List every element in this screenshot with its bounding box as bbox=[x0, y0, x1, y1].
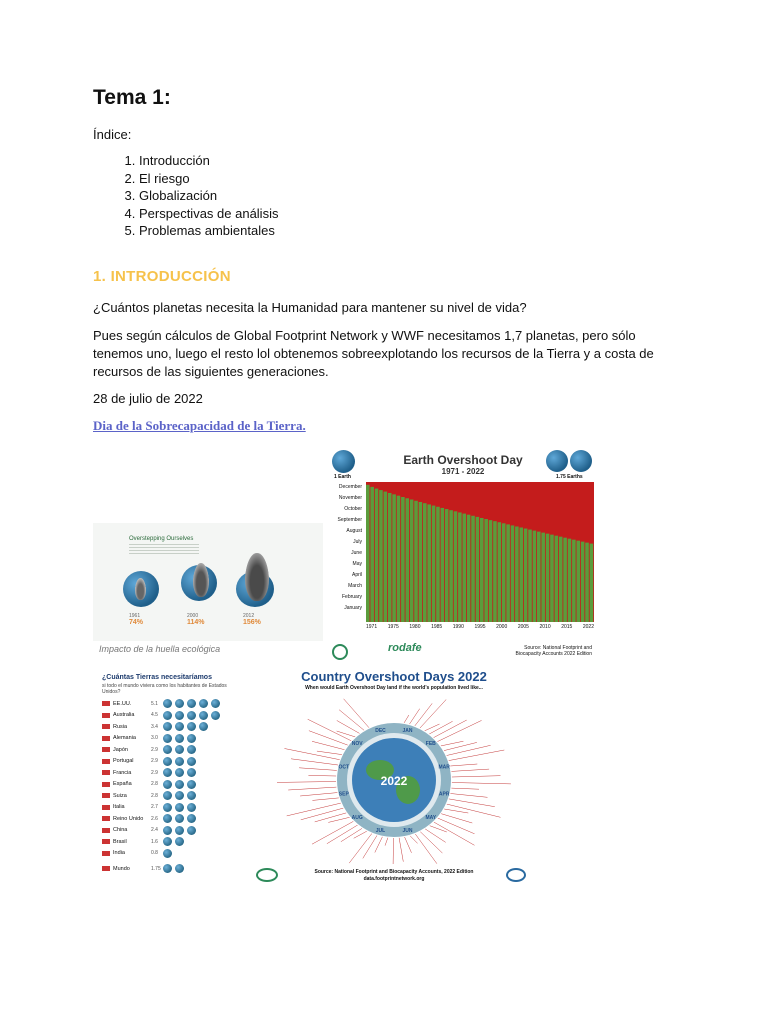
chart-subtitle: 1971 - 2022 bbox=[441, 467, 485, 476]
globe-icon bbox=[187, 791, 196, 800]
year-axis bbox=[366, 624, 594, 630]
leader-line bbox=[375, 837, 383, 853]
month-axis bbox=[330, 484, 362, 616]
country-value: 2.4 bbox=[151, 827, 158, 834]
globe-icon bbox=[175, 734, 184, 743]
globe-icon bbox=[175, 699, 184, 708]
index-list bbox=[103, 152, 278, 240]
logos bbox=[332, 642, 432, 658]
leader-line bbox=[451, 788, 479, 789]
flag-icon bbox=[102, 759, 110, 764]
month-label: August bbox=[346, 528, 362, 534]
leader-line bbox=[277, 782, 336, 783]
leader-line bbox=[301, 808, 344, 820]
leader-line bbox=[288, 787, 336, 790]
green-bar bbox=[511, 525, 515, 622]
green-bar bbox=[568, 539, 572, 622]
center-year: 2022 bbox=[380, 774, 408, 788]
green-bar bbox=[414, 501, 418, 622]
globe-icon bbox=[175, 791, 184, 800]
leader-line bbox=[415, 703, 432, 726]
country-name: Mundo bbox=[113, 865, 130, 872]
leader-line bbox=[312, 798, 338, 801]
leader-line bbox=[284, 749, 339, 760]
leader-line bbox=[449, 750, 505, 761]
flag-icon bbox=[102, 866, 110, 871]
green-bar bbox=[484, 519, 488, 622]
green-bar bbox=[458, 512, 462, 622]
country-row bbox=[102, 836, 242, 848]
year-label: 1990 bbox=[452, 624, 464, 630]
earth-overshoot-logo bbox=[332, 644, 348, 660]
month-label: AUG bbox=[351, 814, 363, 821]
month-label: APR bbox=[438, 791, 450, 798]
chart-title: Earth Overshoot Day bbox=[403, 453, 523, 467]
leader-line bbox=[312, 741, 345, 749]
countries-subtitle: si todo el mundo viviera como los habitantes de Estados Unidos? bbox=[102, 683, 227, 695]
leader-line bbox=[385, 838, 388, 846]
globe-icon bbox=[163, 791, 172, 800]
green-bar bbox=[388, 493, 392, 622]
green-bar bbox=[585, 543, 589, 622]
globe-icon bbox=[175, 757, 184, 766]
globe-icon bbox=[175, 803, 184, 812]
country-value: 5.1 bbox=[151, 700, 158, 707]
leader-line bbox=[452, 776, 501, 777]
month-label: May bbox=[352, 561, 362, 567]
green-bar bbox=[427, 504, 431, 622]
leader-line bbox=[337, 731, 356, 737]
month-label: June bbox=[351, 550, 362, 556]
leader-line bbox=[349, 834, 372, 864]
leader-line bbox=[393, 838, 394, 864]
flag-icon bbox=[102, 782, 110, 787]
earth-overshoot-logo bbox=[256, 868, 278, 882]
leader-line bbox=[339, 710, 364, 731]
index-item: 4. Perspectivas de análisis bbox=[139, 205, 278, 223]
country-value: 2.9 bbox=[151, 746, 158, 753]
leader-line bbox=[287, 803, 341, 816]
green-bar bbox=[441, 508, 445, 622]
countries-chart bbox=[93, 668, 245, 890]
country-rows bbox=[102, 698, 242, 875]
month-label: February bbox=[341, 594, 362, 600]
globe-icon bbox=[163, 837, 172, 846]
green-bar bbox=[462, 514, 466, 622]
month-label: October bbox=[344, 506, 362, 512]
country-row bbox=[102, 710, 242, 722]
leader-line bbox=[308, 775, 336, 776]
globe-icon bbox=[199, 722, 208, 731]
month-label: March bbox=[348, 583, 362, 589]
green-bar bbox=[546, 534, 550, 622]
year-label: 1980 bbox=[409, 624, 421, 630]
green-bar bbox=[524, 529, 528, 622]
month-label: December bbox=[338, 484, 362, 490]
month-label: JUL bbox=[375, 828, 386, 835]
green-bar bbox=[576, 541, 580, 622]
overshoot-chart bbox=[330, 450, 594, 662]
chart-source: Source: National Footprint and Biocapacity Accounts 2022 Edition bbox=[515, 645, 592, 657]
flag-icon bbox=[102, 724, 110, 729]
index-item: 2. El riesgo bbox=[139, 170, 278, 188]
leader-line bbox=[363, 836, 377, 859]
green-bar bbox=[498, 522, 502, 622]
month-label: JUN bbox=[402, 828, 413, 835]
country-value: 2.7 bbox=[151, 804, 158, 811]
month-label: OCT bbox=[338, 764, 350, 771]
overshoot-day-link[interactable]: Dia de la Sobrecapacidad de la Tierra. bbox=[93, 418, 306, 433]
country-value: 3.4 bbox=[151, 723, 158, 730]
green-bar bbox=[559, 537, 563, 622]
flag-icon bbox=[102, 747, 110, 752]
globe-icon bbox=[163, 849, 172, 858]
leader-line bbox=[429, 721, 452, 734]
globe-icon bbox=[163, 826, 172, 835]
green-bar bbox=[397, 496, 401, 622]
green-bar bbox=[572, 540, 576, 622]
green-bar bbox=[519, 528, 523, 623]
country-name: Portugal bbox=[113, 758, 134, 765]
index-label: Índice: bbox=[93, 127, 132, 142]
month-label: SEP bbox=[338, 791, 349, 798]
country-row bbox=[102, 790, 242, 802]
globe-icon bbox=[187, 814, 196, 823]
year-label: 1995 bbox=[474, 624, 486, 630]
partner-logo: rodafe bbox=[388, 642, 422, 654]
country-value: 2.8 bbox=[151, 792, 158, 799]
green-bar bbox=[436, 507, 440, 622]
footprint-icon bbox=[135, 578, 146, 600]
globe-icon bbox=[187, 711, 196, 720]
green-bar bbox=[555, 536, 559, 622]
footprint-pct: 114% bbox=[187, 619, 205, 626]
green-bar bbox=[480, 518, 484, 622]
country-row bbox=[102, 721, 242, 733]
days-footer-url: data.footprintnetwork.org bbox=[363, 876, 425, 882]
country-value: 1.6 bbox=[151, 838, 158, 845]
country-row bbox=[102, 848, 242, 860]
flag-icon bbox=[102, 713, 110, 718]
days-wheel bbox=[272, 694, 516, 864]
country-name: Japón bbox=[113, 746, 128, 753]
index-item: 3. Globalización bbox=[139, 187, 278, 205]
country-row bbox=[102, 802, 242, 814]
country-name: Suiza bbox=[113, 792, 127, 799]
country-row bbox=[102, 698, 242, 710]
year-label: 2000 bbox=[496, 624, 508, 630]
flag-icon bbox=[102, 793, 110, 798]
globe-icon bbox=[163, 757, 172, 766]
country-row bbox=[102, 825, 242, 837]
days-footer: Source: National Footprint and Biocapacity Accounts, 2022 Edition bbox=[314, 869, 474, 875]
flag-icon bbox=[102, 805, 110, 810]
country-row bbox=[102, 779, 242, 791]
leader-line bbox=[344, 699, 369, 728]
green-bar bbox=[410, 500, 414, 622]
green-bar bbox=[445, 509, 449, 622]
leader-line bbox=[300, 793, 337, 796]
country-name: Reino Unido bbox=[113, 815, 144, 822]
year-label: 2022 bbox=[582, 624, 594, 630]
footprint-pct: 156% bbox=[243, 619, 261, 626]
month-label: NOV bbox=[351, 741, 363, 748]
globe-icon bbox=[199, 699, 208, 708]
month-label: DEC bbox=[375, 727, 386, 734]
leader-line bbox=[450, 794, 487, 798]
globe-icon bbox=[175, 768, 184, 777]
leader-line bbox=[450, 764, 477, 766]
country-name: Brasil bbox=[113, 838, 127, 845]
year-label: 2005 bbox=[517, 624, 529, 630]
month-label: MAR bbox=[438, 764, 450, 771]
year-label: 1975 bbox=[387, 624, 399, 630]
leader-line bbox=[399, 838, 403, 862]
country-value: 0.8 bbox=[151, 850, 158, 857]
footprint-year: 2012 bbox=[243, 613, 255, 619]
green-bar bbox=[590, 544, 594, 622]
country-row bbox=[102, 863, 242, 875]
leader-line bbox=[315, 813, 347, 822]
green-bar bbox=[528, 530, 532, 622]
leader-line bbox=[441, 741, 464, 746]
globe-icon bbox=[175, 711, 184, 720]
globe-icon bbox=[570, 450, 592, 472]
year-label: 2015 bbox=[561, 624, 573, 630]
globe-icon bbox=[187, 734, 196, 743]
globe-icon bbox=[175, 814, 184, 823]
leader-line bbox=[451, 769, 489, 771]
leader-line bbox=[415, 834, 437, 864]
country-name: España bbox=[113, 781, 132, 788]
country-value: 2.9 bbox=[151, 758, 158, 765]
green-bar bbox=[432, 506, 436, 622]
globe-icon bbox=[163, 745, 172, 754]
green-bar bbox=[489, 520, 493, 622]
green-bar bbox=[493, 521, 497, 622]
flag-icon bbox=[102, 816, 110, 821]
country-name: Alemania bbox=[113, 735, 136, 742]
globe-icon bbox=[332, 450, 355, 473]
green-bar bbox=[392, 494, 396, 622]
country-value: 2.6 bbox=[151, 815, 158, 822]
green-bar bbox=[467, 515, 471, 622]
month-label: November bbox=[338, 495, 362, 501]
footprint-caption: Impacto de la huella ecológica bbox=[99, 644, 221, 654]
green-bar bbox=[515, 526, 519, 622]
globe-icon bbox=[163, 864, 172, 873]
globe-icon bbox=[163, 711, 172, 720]
footprint-pct: 74% bbox=[129, 619, 144, 626]
globe-icon bbox=[187, 768, 196, 777]
country-name: Francia bbox=[113, 769, 132, 776]
country-days-chart bbox=[252, 666, 536, 890]
country-name: EE.UU. bbox=[113, 700, 132, 707]
green-bar bbox=[375, 489, 379, 622]
green-bar bbox=[405, 498, 409, 622]
footprint-description bbox=[129, 544, 199, 554]
leader-line bbox=[430, 826, 447, 832]
globe-icon bbox=[187, 780, 196, 789]
leader-line bbox=[308, 719, 352, 741]
green-bar bbox=[533, 531, 537, 622]
year-label: 1971 bbox=[366, 624, 378, 630]
green-bar bbox=[384, 492, 388, 622]
leader-line bbox=[434, 822, 475, 845]
globe-icon bbox=[163, 803, 172, 812]
leader-line bbox=[317, 751, 342, 755]
body-paragraph: Pues según cálculos de Global Footprint Network y WWF necesitamos 1,7 planetas, pero sólo tenemos uno, luego el resto lol obtenemos sobreexplotando los recursos de la Tierra y a costa de recursos de las siguientes generaciones. bbox=[93, 328, 654, 379]
month-label: September bbox=[337, 517, 362, 523]
globe-icon bbox=[546, 450, 568, 472]
country-value: 2.9 bbox=[151, 769, 158, 776]
flag-icon bbox=[102, 851, 110, 856]
footprint-year: 1961 bbox=[129, 613, 141, 619]
index-item: 1. Introducción bbox=[139, 152, 278, 170]
country-row bbox=[102, 813, 242, 825]
green-bar bbox=[454, 511, 458, 622]
leader-line bbox=[425, 829, 446, 843]
globe-icon bbox=[199, 711, 208, 720]
country-row bbox=[102, 733, 242, 745]
leader-line bbox=[452, 783, 511, 784]
green-bar bbox=[563, 538, 567, 622]
flag-icon bbox=[102, 828, 110, 833]
footprint-year: 2000 bbox=[187, 613, 199, 619]
country-value: 1.75 bbox=[151, 865, 161, 872]
year-label: 1985 bbox=[431, 624, 443, 630]
globe-icon bbox=[211, 699, 220, 708]
country-row bbox=[102, 744, 242, 756]
globe-icon bbox=[175, 722, 184, 731]
green-bar bbox=[476, 517, 480, 622]
globe-icon bbox=[187, 757, 196, 766]
flag-icon bbox=[102, 770, 110, 775]
country-value: 4.5 bbox=[151, 712, 158, 719]
globe-icon bbox=[175, 745, 184, 754]
leader-line bbox=[404, 715, 409, 723]
days-subtitle: When would Earth Overshoot Day land if the world's population lived like... bbox=[305, 685, 483, 691]
country-name: Rusia bbox=[113, 723, 128, 730]
month-label: JAN bbox=[402, 727, 413, 734]
year-label: 2010 bbox=[539, 624, 551, 630]
globe-icon bbox=[175, 780, 184, 789]
section-heading: 1. INTRODUCCIÓN bbox=[93, 268, 231, 285]
month-label: FEB bbox=[425, 741, 436, 748]
green-bar bbox=[366, 485, 370, 622]
green-bar bbox=[541, 533, 545, 622]
green-bar bbox=[502, 523, 506, 622]
country-name: Italia bbox=[113, 804, 125, 811]
globe-icon bbox=[163, 768, 172, 777]
days-title: Country Overshoot Days 2022 bbox=[301, 669, 487, 684]
green-bar bbox=[419, 502, 423, 622]
footprint-icon bbox=[193, 563, 209, 597]
leader-line bbox=[420, 832, 442, 853]
green-bar bbox=[471, 516, 475, 622]
overshoot-bars bbox=[366, 482, 594, 622]
green-bar bbox=[379, 490, 383, 622]
country-name: Australia bbox=[113, 712, 135, 719]
footprint-icon bbox=[245, 553, 269, 601]
month-label: January bbox=[344, 605, 362, 611]
leader-line bbox=[410, 836, 418, 844]
country-row bbox=[102, 756, 242, 768]
doc-title: Tema 1: bbox=[93, 86, 171, 109]
globe-icon bbox=[175, 837, 184, 846]
green-bar bbox=[449, 510, 453, 622]
globe-icon bbox=[163, 780, 172, 789]
countries-title: ¿Cuántas Tierras necesitaríamos bbox=[102, 674, 212, 681]
globe-icon bbox=[187, 826, 196, 835]
footprint-title: Overstepping Ourselves bbox=[129, 536, 194, 542]
leader-line bbox=[337, 721, 360, 734]
globe-icon bbox=[163, 699, 172, 708]
country-value: 3.0 bbox=[151, 735, 158, 742]
right-label: 1.75 Earths bbox=[556, 474, 583, 480]
globe-icon bbox=[163, 734, 172, 743]
leader-line bbox=[312, 821, 353, 844]
country-row bbox=[102, 767, 242, 779]
leader-line bbox=[299, 768, 337, 771]
green-bar bbox=[550, 535, 554, 622]
flag-icon bbox=[102, 736, 110, 741]
leader-line bbox=[449, 799, 495, 807]
globe-icon bbox=[187, 745, 196, 754]
globe-icon bbox=[187, 699, 196, 708]
globe-icon bbox=[175, 864, 184, 873]
globe-icon bbox=[187, 722, 196, 731]
country-name: India bbox=[113, 850, 125, 857]
green-bar bbox=[506, 524, 510, 622]
date-text: 28 de julio de 2022 bbox=[93, 391, 203, 406]
globe-icon bbox=[175, 826, 184, 835]
country-value: 2.8 bbox=[151, 781, 158, 788]
leader-line bbox=[341, 828, 362, 841]
month-label: April bbox=[351, 572, 362, 578]
globe-icon bbox=[163, 814, 172, 823]
green-bar bbox=[423, 503, 427, 622]
month-label: July bbox=[353, 539, 362, 545]
green-bar bbox=[537, 532, 541, 622]
green-bar bbox=[401, 497, 405, 622]
leader-line bbox=[328, 817, 349, 822]
left-label: 1 Earth bbox=[334, 474, 351, 480]
globe-icon bbox=[187, 803, 196, 812]
green-bar bbox=[581, 542, 585, 622]
leader-line bbox=[291, 759, 338, 765]
leader-line bbox=[405, 837, 412, 853]
globe-icon bbox=[211, 711, 220, 720]
flag-icon bbox=[102, 839, 110, 844]
month-label: MAY bbox=[425, 814, 437, 821]
index-item: 5. Problemas ambientales bbox=[139, 222, 278, 240]
leader-line bbox=[444, 809, 468, 813]
question-text: ¿Cuántos planetas necesita la Humanidad para mantener su nivel de vida? bbox=[93, 300, 527, 315]
flag-icon bbox=[102, 701, 110, 706]
footprint-image bbox=[93, 523, 323, 660]
globe-icon bbox=[163, 722, 172, 731]
green-bar bbox=[370, 487, 374, 622]
leader-line bbox=[438, 818, 475, 834]
gfn-logo bbox=[506, 868, 526, 882]
country-name: China bbox=[113, 827, 128, 834]
